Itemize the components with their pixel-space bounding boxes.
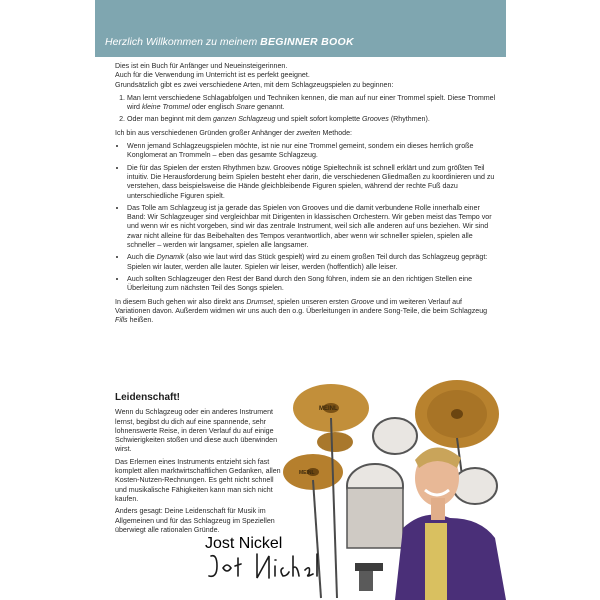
reason-item: • Die für das Spielen der ersten Rhythmen bzw. Grooves nötige Spieltechnik ist schnell erklärt und zum größten Teil intuitiv. Die Herausforderung beim Spielen besteht eher darin, die verschiedenen Gliedmaßen zu koordinieren und zu verstehen, dass beispielsweise die Hände gleichbleibende Figuren spielen, während der rechte Fuß dazu unterschiedliche Figuren spielt. <box>127 164 499 201</box>
svg-text:MEINL: MEINL <box>319 406 338 412</box>
drum-icon <box>453 468 497 504</box>
main-text <box>115 62 499 329</box>
reason-item: • Das Tolle am Schlagzeug ist ja gerade das Spielen von Grooves und die damit verbundene Rolle innerhalb einer Band: Wir Schlagzeuger sind vergleichbar mit Dirigenten in klassischen Orchestern. Wir geben meist das Tempo vor und wenn wir es nicht vorgeben, sind wir das zentrale Instrument, weil sich alle anderen auf uns beziehen. Wir sind zwar nicht alleine für das Beibehalten des Tempos verantwortlich, aber wenn wir schneller spielen, spielen alle schneller – werden wir langsamer, spielen alle langsamer. <box>127 204 499 250</box>
passion-section <box>115 393 285 538</box>
passion-paragraph: Wenn du Schlagzeug oder ein anderes Instrument lernst, begibst du dich auf eine spannende, sehr lohnenswerte Reise, in deren Verlauf du auf einige Schwierigkeiten stoßen und diese auch überwinden wirst. <box>115 408 278 454</box>
method-item: 1. Man lernt verschiedene Schlagabfolgen und Techniken kennen, die man auf nur einer Trommel spielt. Diese Trommel wird kleine Trommel oder englisch Snare genannt. <box>127 94 499 113</box>
book-page <box>95 0 506 600</box>
intro-paragraph <box>115 62 499 90</box>
reason-item: • Auch sollten Schlagzeuger den Rest der Band durch den Song führen, indem sie an den richtigen Stellen eine Überleitung zum nächsten Teil des Songs spielen. <box>127 275 499 294</box>
reasons-list <box>115 142 499 293</box>
closing-paragraph: In diesem Buch gehen wir also direkt ans Drumset, spielen unseren ersten Groove und im weiteren Verlauf auf Variationen davon. Außerdem widmen wir uns auch den o.g. Überleitungen in andere Song-Teile, die beim Schlagzeug Fills heißen. <box>115 297 488 325</box>
shirt <box>395 515 506 600</box>
svg-text:MEINL: MEINL <box>299 470 315 476</box>
passion-paragraph: Anders gesagt: Deine Leidenschaft für Musik im Allgemeinen und für das Schlagzeug im Speziellen überwiegt alle rationalen Gründe. <box>115 507 275 534</box>
drum-icon <box>373 418 417 454</box>
title-book-name: BEGINNER BOOK <box>260 36 354 48</box>
signature <box>205 535 325 584</box>
page-header <box>95 0 506 57</box>
intro-line: Dies ist ein Buch für Anfänger und Neueinsteigerinnen. <box>115 62 288 70</box>
section-heading: Leidenschaft! <box>115 392 181 403</box>
svg-text:Jost Nickel: Jost Nickel <box>205 535 283 552</box>
methods-list <box>115 94 499 125</box>
reason-item: • Wenn jemand Schlagzeugspielen möchte, ist nie nur eine Trommel gemeint, sondern ein dieses herrlich große Konglomerat an Trommeln – eben das gesamte Schlagzeug. <box>127 142 499 161</box>
reasons-intro: Ich bin aus verschiedenen Gründen großer Anhänger der zweiten Methode: <box>115 128 353 137</box>
method-item: 2. Oder man beginnt mit dem ganzen Schlagzeug und spielt sofort komplette Grooves (Rhythmen). <box>127 115 499 124</box>
intro-line: Grundsätzlich gibt es zwei verschiedene Arten, mit dem Schlagzeugspielen zu beginnen: <box>115 80 394 89</box>
title-prefix: Herzlich Willkommen zu meinem <box>105 36 261 48</box>
reason-item: • Auch die Dynamik (also wie laut wird das Stück gespielt) wird zu einem großen Teil durch das Schlagzeug geprägt: Spielen wir lauter, werden alle lauter. Spielen wir leiser, werden (hoffentlich) alle leiser. <box>127 253 499 272</box>
intro-line: Auch für die Verwendung im Unterricht ist es perfekt geeignet. <box>115 71 310 80</box>
passion-paragraph: Das Erlernen eines Instruments entzieht sich fast komplett allen marktwirtschaftlichen Gedanken, allen Kosten-Nutzen-Rechnungen. Es geht nicht schnell und musikalische Fähigkeiten kann man sich nicht kaufen. <box>115 457 281 503</box>
page-title <box>105 36 354 48</box>
